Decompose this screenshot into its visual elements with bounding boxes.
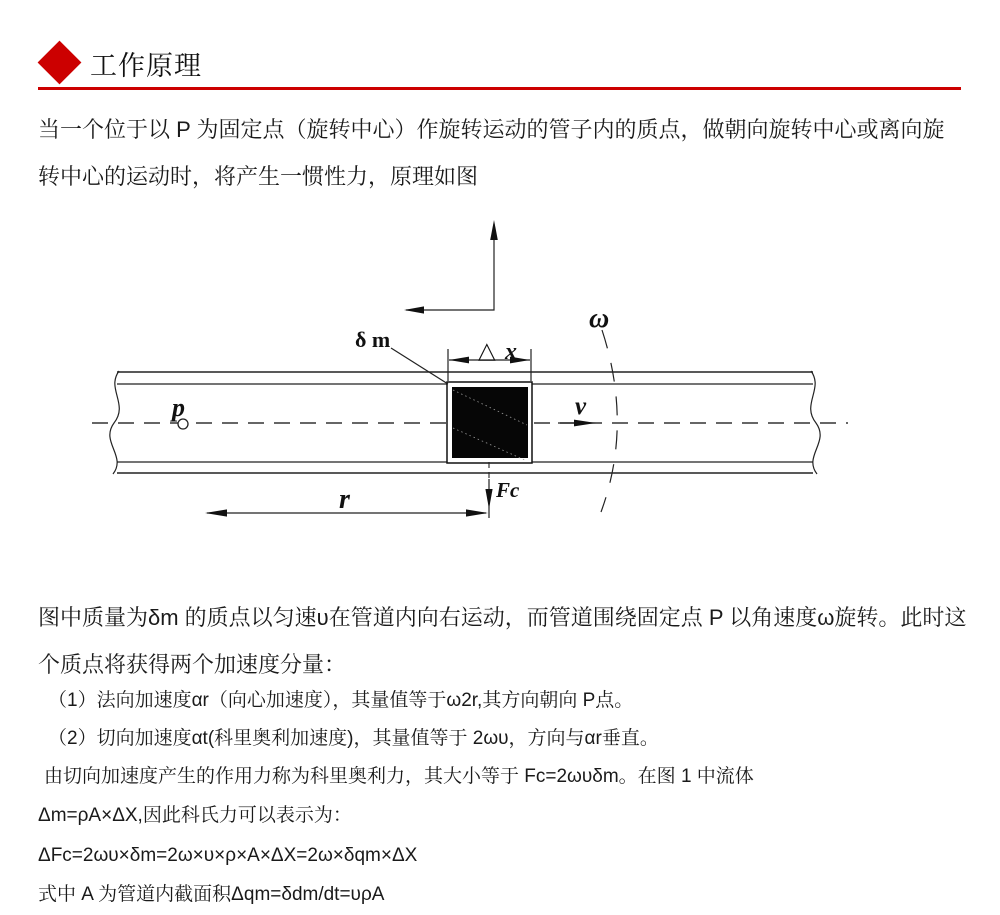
mass-label: δ m (355, 327, 391, 352)
pivot-label: p (172, 393, 185, 422)
mass-element (447, 382, 532, 463)
explanation-paragraph: 图中质量为δm 的质点以匀速υ在管道内向右运动，而管道围绕固定点 P 以角速度ω旋转。此时这个质点将获得两个加速度分量： (38, 605, 967, 677)
list-item-1: （1）法向加速度αr（向心加速度），其量值等于ω2r,其方向朝向 P点。 (48, 690, 634, 711)
coordinate-axes (404, 220, 498, 314)
pipe-break-right (811, 371, 820, 474)
list-item-2: （2）切向加速度αt(科里奥利加速度)，其量值等于 2ωυ，方向与αr垂直。 (48, 728, 659, 749)
mass-equation-line: Δm=ρA×ΔX,因此科氏力可以表示为： (38, 805, 352, 826)
omega-label: ω (589, 303, 610, 334)
delta-x-label: x (505, 339, 517, 365)
pipe-break-left (110, 371, 119, 474)
area-note-line: 式中 A 为管道内截面积Δqm=δdm/dt=υρA (38, 884, 385, 905)
page-title: 工作原理 (90, 51, 202, 81)
rotation-axis-line (601, 330, 617, 512)
coriolis-force-line: 由切向加速度产生的作用力称为科里奥利力，其大小等于 Fc=2ωυδm。在图 1 中流体 (44, 766, 754, 787)
coriolis-force-arrow (485, 462, 492, 518)
mass-leader-line (391, 348, 448, 384)
delta-x-triangle: △ (478, 338, 496, 363)
coriolis-force-label: Fc (496, 478, 520, 502)
radius-label: r (339, 484, 350, 515)
velocity-arrow (558, 420, 596, 427)
intro-paragraph: 当一个位于以 P 为固定点（旋转中心）作旋转运动的管子内的质点，做朝向旋转中心或离向旋转中心的运动时，将产生一惯性力，原理如图 (38, 117, 945, 189)
force-equation-line: ΔFc=2ωυ×δm=2ω×υ×ρ×A×ΔX=2ω×δqm×ΔX (38, 845, 418, 866)
velocity-label: v (575, 393, 587, 420)
